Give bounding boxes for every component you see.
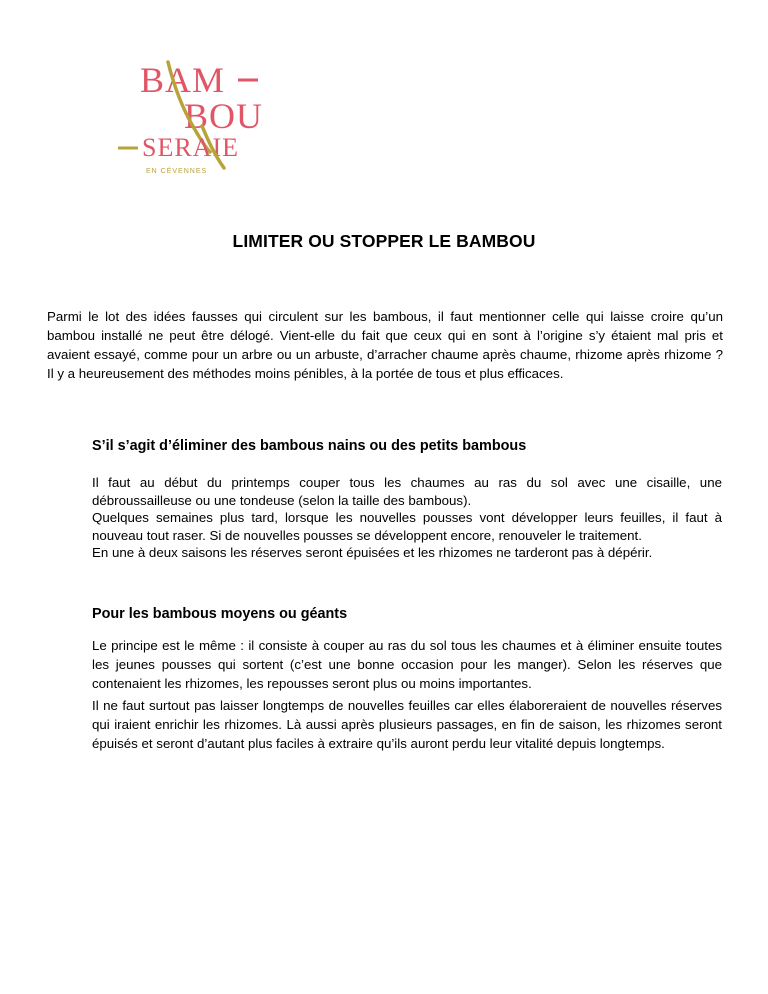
paragraph: Il ne faut surtout pas laisser longtemps de nouvelles feuilles car elles élaboreraient de nouvelles réserves qui iraient enrichir les rhizomes. Là aussi après plusieurs passages, en fin de saison, les rhizomes seront épuisés et seront d’autant plus faciles à extraire qu’ils auront perdu leur vitalité depuis longtemps.: [92, 698, 722, 751]
page-title: LIMITER OU STOPPER LE BAMBOU: [232, 231, 536, 251]
paragraph: En une à deux saisons les réserves seront épuisées et les rhizomes ne tarderont pas à dépérir.: [92, 545, 653, 560]
logo-subtitle: EN CÉVENNES: [146, 168, 208, 175]
logo-line-bou: BOU: [184, 96, 264, 136]
bambouseraie-logo: [110, 56, 300, 186]
section-heading-large-bamboo: Pour les bambous moyens ou géants: [92, 606, 348, 622]
section-heading-small-bamboo: S’il s’agit d’éliminer des bambous nains ou des petits bambous: [92, 438, 527, 454]
section-body-small-bamboo: [92, 474, 722, 562]
logo-line-seraie: SERAIE: [142, 133, 239, 162]
paragraph: Il faut au début du printemps couper tous les chaumes au ras du sol avec une cisaille, une débroussailleuse ou une tondeuse (selon la taille des bambous).: [92, 475, 722, 508]
paragraph: Le principe est le même : il consiste à couper au ras du sol tous les chaumes et à éliminer ensuite toutes les jeunes pousses qui sortent (c’est une bonne occasion pour les manger). Selon les réserves que contenaient les rhizomes, les repousses seront plus ou moins importantes.: [92, 638, 722, 691]
logo-line-bam: BAM: [140, 60, 226, 100]
paragraph: Quelques semaines plus tard, lorsque les nouvelles pousses vont développer leurs feuilles, il faut à nouveau tout raser. Si de nouvelles pousses se développent encore, renouveler le traitement.: [92, 510, 722, 543]
intro-paragraph: Parmi le lot des idées fausses qui circulent sur les bambous, il faut mentionner celle qui laisse croire qu’un bambou installé ne peut être délogé. Vient-elle du fait que ceux qui en sont à l’origine s’y étaient mal pris et avaient essayé, comme pour un arbre ou un arbuste, d’arracher chaume après chaume, rhizome après rhizome ? Il y a heureusement des méthodes moins pénibles, à la portée de tous et plus efficaces.: [47, 309, 723, 381]
